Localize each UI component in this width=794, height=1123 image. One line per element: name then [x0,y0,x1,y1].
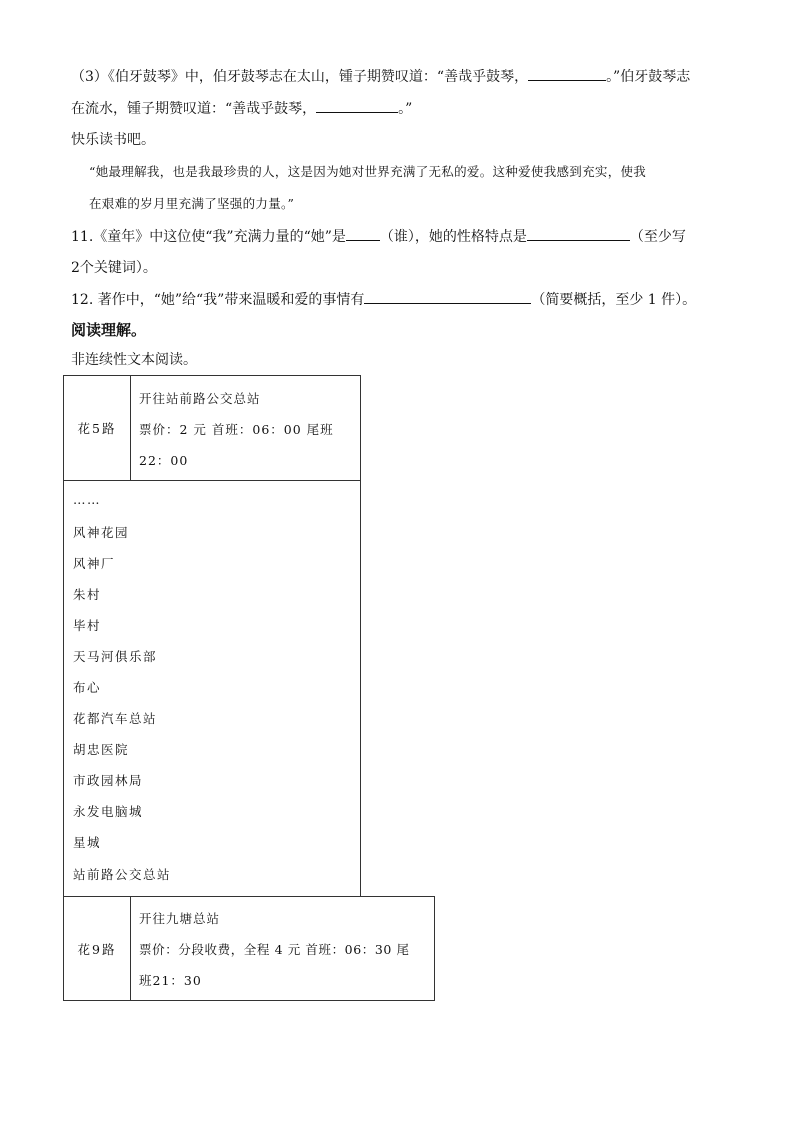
stop-item: 市政园林局 [73,773,144,788]
section-subtitle: 非连续性文本阅读。 [71,352,197,368]
q11-text-b: （谁），她的性格特点是 [379,229,527,245]
quote-line-1: “她最理解我，也是我最珍贵的人，这是因为她对世界充满了无私的爱。这种爱使我感到充实，使我 [89,164,647,179]
route5-fare: 票价：2 元 首班：06：00 尾班 [139,422,334,437]
stop-item: 风神厂 [73,556,116,571]
happy-reading-heading: 快乐读书吧。 [71,132,155,148]
q3-line-1 [71,66,690,87]
answer-blank[interactable] [528,66,606,81]
answer-blank[interactable] [527,226,630,241]
route5-dest: 开往站前路公交总站 [139,391,261,406]
stop-item: 风神花园 [73,525,130,540]
q11-line-1 [71,226,686,247]
q11-text-c: （至少写 [629,229,686,245]
route9-name: 花9路 [64,897,131,1000]
stops-list [63,480,361,897]
answer-blank[interactable] [346,226,380,241]
q3-text-1a: （3）《伯牙鼓琴》中，伯牙鼓琴志在太山，锺子期赞叹道：“善哉乎鼓琴， [71,69,529,85]
route5-last: 22：00 [139,453,189,468]
q3-line-2 [71,98,412,119]
route5-table [63,375,361,481]
q3-text-2a: 在流水，锺子期赞叹道：“善哉乎鼓琴， [71,101,317,117]
route9-dest: 开往九塘总站 [139,911,221,926]
q12-text-a: 12. 著作中，“她”给“我”带来温暖和爱的事情有 [71,292,365,308]
route5-name: 花5路 [64,376,131,480]
q12-text-b: （简要概括，至少 1 件）。 [531,292,697,308]
q3-text-2b: 。” [398,101,413,117]
section-title: 阅读理解。 [71,321,147,339]
quote-line-2: 在艰难的岁月里充满了坚强的力量。” [89,196,295,211]
q11-text-a: 11.《童年》中这位使“我”充满力量的“她”是 [71,229,346,245]
stop-item: 站前路公交总站 [73,867,172,882]
stop-item: …… [73,492,101,507]
q3-text-1b: 。”伯牙鼓琴志 [606,69,691,85]
q12-line [71,289,696,310]
stop-item: 永发电脑城 [73,804,144,819]
stop-item: 朱村 [73,587,102,602]
answer-blank[interactable] [316,98,398,113]
stop-item: 花都汽车总站 [73,711,158,726]
route9-last: 班21：30 [139,973,202,988]
stop-item: 天马河俱乐部 [73,649,158,664]
stop-item: 胡忠医院 [73,742,130,757]
answer-blank[interactable] [364,289,531,304]
q11-line-2: 2个关键词）。 [71,260,157,276]
stop-item: 毕村 [73,618,102,633]
stop-item: 布心 [73,680,102,695]
route9-fare: 票价：分段收费，全程 4 元 首班：06：30 尾 [139,942,410,957]
stop-item: 星城 [73,835,102,850]
route9-table [63,896,435,1001]
